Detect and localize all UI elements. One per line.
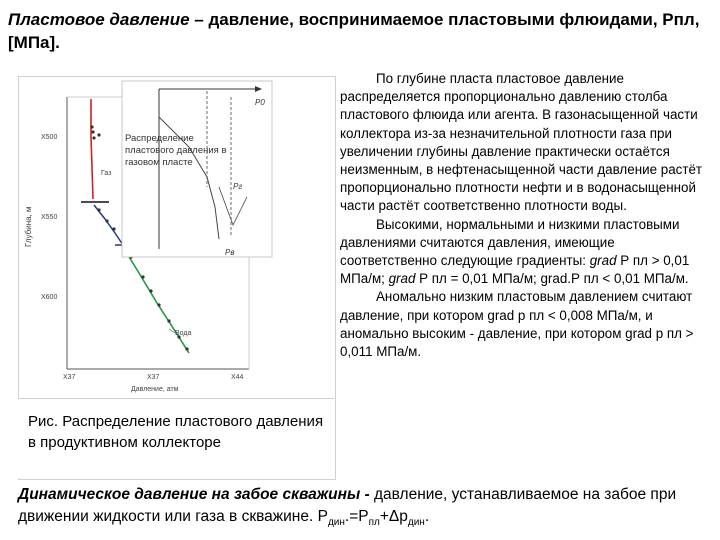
text-run: давление, устанавливаемое на забое при движении жидкости или газа в скважине. Р — [18, 486, 677, 525]
text-run: .=Р — [344, 508, 369, 525]
figure-caption: Рис. Распределение пластового давления в продуктивном коллекторе — [18, 398, 334, 478]
text-run: Р пл > 0,01 МПа/м; — [340, 253, 690, 287]
data-point — [149, 289, 152, 292]
water-zone-label: Вода — [175, 330, 192, 337]
slide-title — [8, 8, 708, 54]
definition-term: Динамическое давление на забое скважины - — [18, 486, 370, 503]
title-term: Пластовое давление — [8, 10, 190, 29]
data-point — [97, 133, 100, 136]
main-text — [340, 70, 712, 361]
data-point — [90, 125, 93, 128]
text-run: Р пл = 0,01 МПа/м; grad.Р пл < 0,01 МПа/м. — [415, 271, 689, 287]
data-point — [112, 227, 115, 230]
gas-zone-label: Газ — [101, 170, 112, 177]
paragraph-gradients — [340, 216, 712, 289]
title-definition: – давление, воспринимаемое пластовыми флюидами, Рпл, [МПа]. — [8, 10, 700, 52]
dynamic-pressure-definition — [18, 484, 714, 534]
text-run-italic: grad — [388, 271, 416, 287]
y-tick-label: X600 — [41, 294, 58, 301]
paragraph-distribution: По глубине пласта пластовое давление распределяется пропорционально давлению столба пластового флюида или агента. В газонасыщенной части коллектора из-за незначительной плотности газа при увеличении глубины давление практически остаётся неизменным, в нефтенасыщенной части давление растёт пропорционально плотности нефти и в водонасыщенной части растёт соответственно плотности воды. — [340, 71, 703, 214]
x-axis-label: Давление, атм — [131, 386, 179, 393]
x-tick-label: X37 — [63, 374, 76, 381]
text-run-italic: grad — [589, 253, 617, 269]
data-point — [185, 347, 188, 350]
y-tick-label: X500 — [41, 134, 58, 141]
gas-pressure-line — [91, 99, 93, 199]
text-run: +Δр — [379, 508, 408, 525]
data-point — [97, 208, 100, 211]
x-tick-label: X44 — [231, 374, 244, 381]
inset-gas-diagram — [122, 81, 272, 257]
data-point — [92, 136, 95, 139]
data-point — [105, 219, 108, 222]
inset-label-box — [125, 133, 243, 201]
y-axis-label: Глубина, м — [24, 206, 33, 247]
inset-mark: Р0 — [255, 98, 265, 107]
pressure-depth-plot — [19, 77, 335, 399]
subscript: дин — [327, 517, 345, 529]
y-tick-label: X550 — [41, 214, 58, 221]
data-point — [157, 303, 160, 306]
inset-mark: Рг — [233, 182, 243, 191]
inset-label: Распределение пластового давления в газовом пласте — [125, 133, 227, 168]
subscript: пл — [368, 517, 380, 529]
text-run: . — [424, 508, 430, 525]
data-point — [167, 319, 170, 322]
subscript: дин — [407, 517, 425, 529]
x-tick-label: X37 — [147, 374, 160, 381]
paragraph-anomalous: Аномально низким пластовым давлением считают давление, при котором grad р пл < 0,008 МПа/м, и аномально высоким - давление, при котором grad р пл > 0,011 МПа/м. — [340, 289, 694, 360]
data-point — [141, 275, 144, 278]
text-run: Высокими, нормальными и низкими пластовыми давлениями считаются давления, имеющие соответственно следующие градиенты: — [340, 216, 680, 269]
inset-mark: Рв — [225, 248, 235, 257]
data-point — [91, 130, 94, 133]
